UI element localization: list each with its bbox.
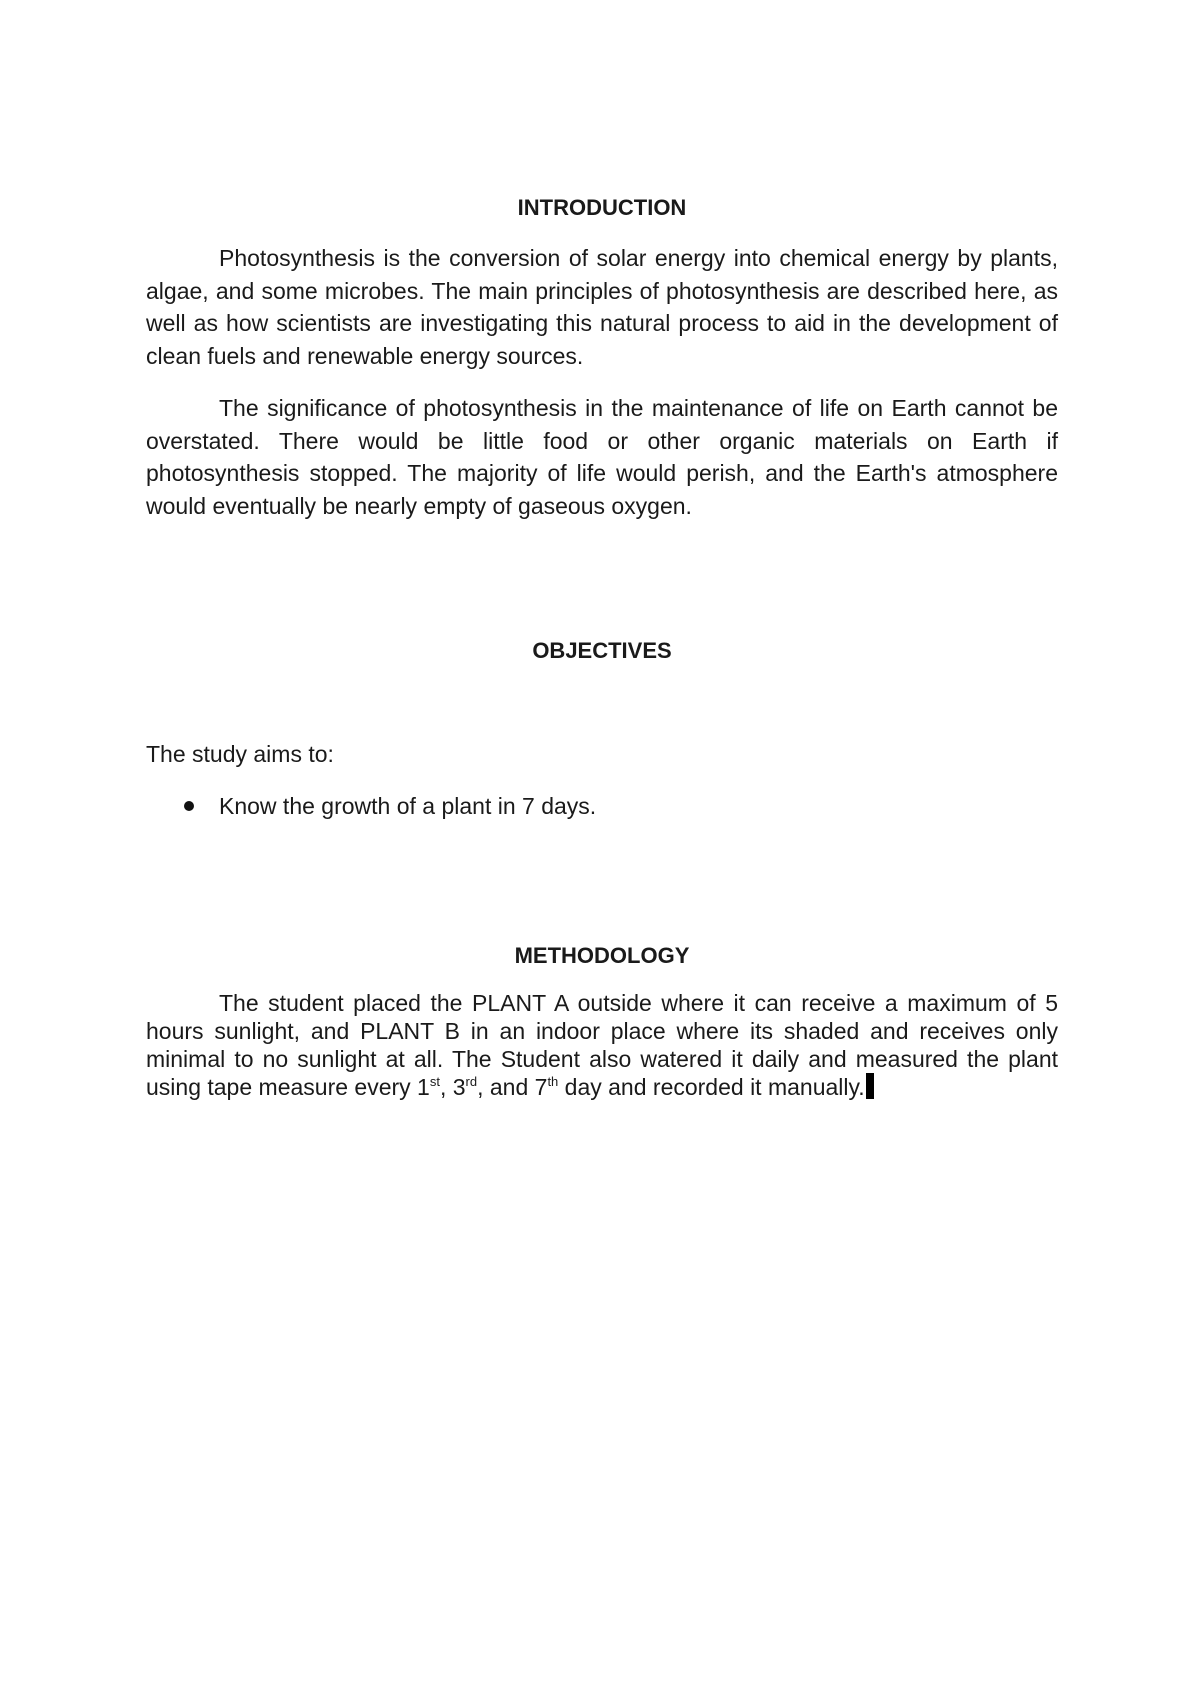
introduction-paragraph-2[interactable]: The significance of photosynthesis in the maintenance of life on Earth cannot be overstated. There would be little food or other organic materials on Earth if photosynthesis stopped. The majority of life would perish, and the Earth's atmosphere would eventually be nearly empty of gaseous oxygen. xyxy=(146,395,1058,519)
objectives-heading: OBJECTIVES xyxy=(532,638,672,663)
methodology-separator-1: , 3 xyxy=(439,1074,466,1100)
objectives-lead-wrap xyxy=(146,738,1058,770)
introduction-body xyxy=(146,242,1058,522)
text-cursor-icon xyxy=(866,1073,874,1099)
superscript-st: st xyxy=(429,1074,440,1089)
methodology-paragraph[interactable] xyxy=(146,989,1058,1101)
objectives-lead[interactable]: The study aims to: xyxy=(146,741,334,767)
introduction-paragraph-1[interactable]: Photosynthesis is the conversion of solar energy into chemical energy by plants, algae, and some microbes. The main principles of photosynthesis are described here, as well as how scientists are investigating this natural process to aid in the development of clean fuels and renewable energy sources. xyxy=(146,245,1058,369)
superscript-th: th xyxy=(547,1074,559,1089)
methodology-separator-2: , and 7 xyxy=(477,1074,548,1100)
superscript-rd: rd xyxy=(465,1074,478,1089)
methodology-text-start: The student placed the PLANT A outside where it can receive a maximum of 5 hours sunlight, and PLANT B in an indoor place where its shaded and receives only minimal to no sunlight at all. The Student also watered it daily and measured the plant using tape measure every 1 xyxy=(146,990,1058,1100)
bullet-icon xyxy=(184,801,194,811)
objective-item-text: Know the growth of a plant in 7 days. xyxy=(219,793,597,819)
introduction-heading: INTRODUCTION xyxy=(517,195,687,220)
methodology-text-end: day and recorded it manually. xyxy=(558,1074,865,1100)
methodology-heading: METHODOLOGY xyxy=(514,943,690,968)
methodology-body xyxy=(146,989,1058,1101)
